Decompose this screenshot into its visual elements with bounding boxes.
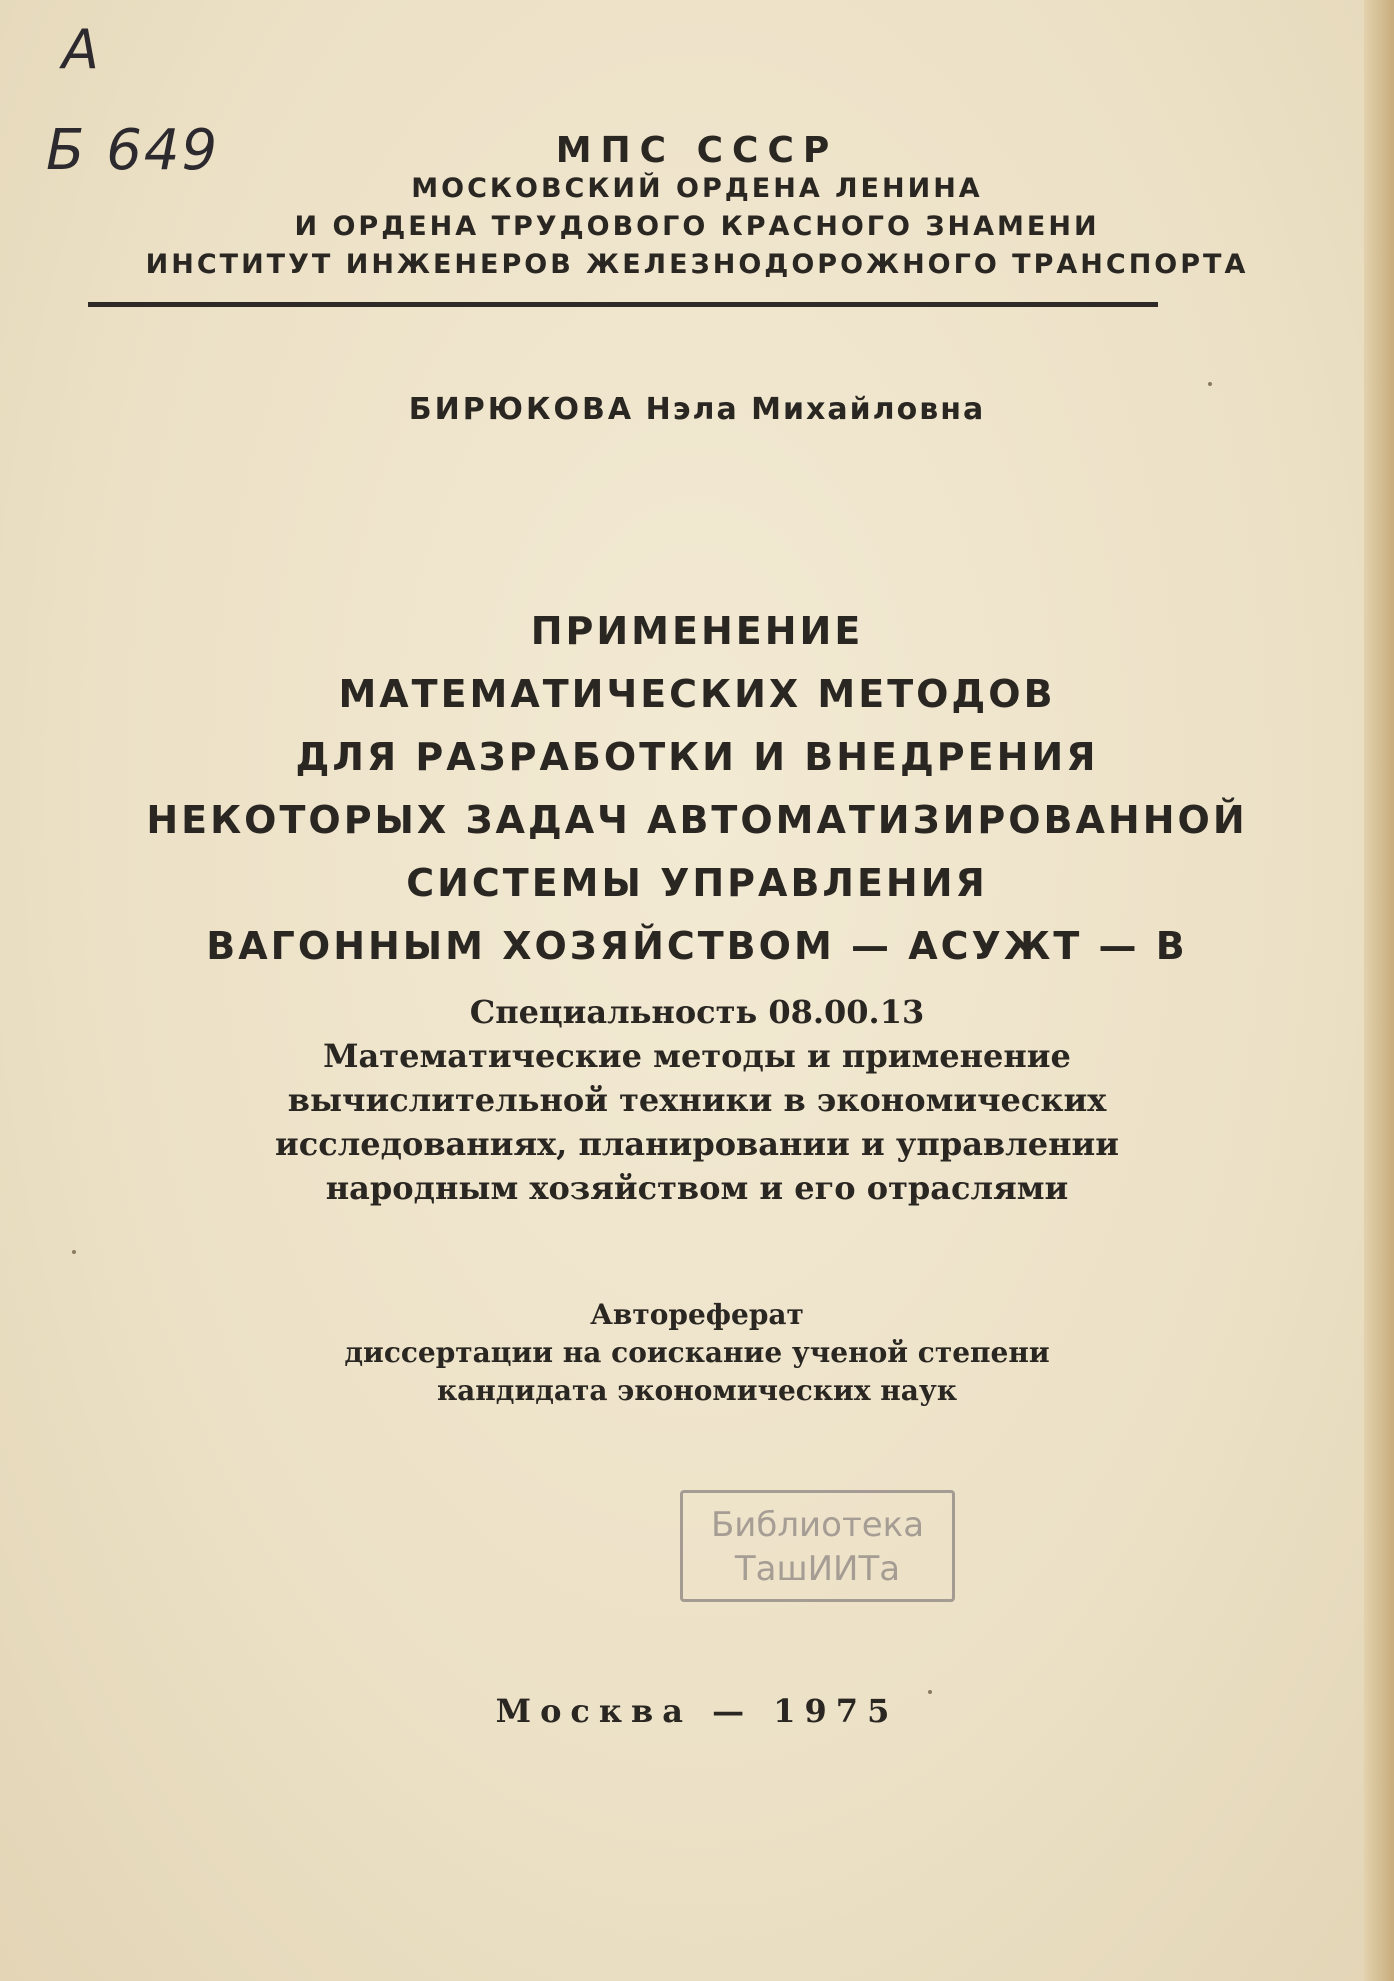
specialty-line: Специальность 08.00.13	[469, 993, 925, 1031]
abstract-line: диссертации на соискание ученой степени	[344, 1336, 1050, 1369]
dissertation-title	[0, 600, 1394, 978]
specialty-line: вычислительной техники в экономических	[287, 1081, 1107, 1119]
specialty-line: исследованиях, планировании и управлении	[275, 1125, 1119, 1163]
stamp-line: ТашИИТа	[734, 1549, 901, 1589]
institution-header	[0, 132, 1394, 284]
paper-speck	[1208, 382, 1212, 386]
imprint-city-year: Москва — 1975	[495, 1692, 899, 1730]
title-line: ПРИМЕНЕНИЕ	[530, 609, 864, 653]
paper-speck	[72, 1250, 76, 1254]
handwritten-letter: А	[62, 18, 99, 81]
abstract-note	[0, 1296, 1394, 1410]
author-given-names: Нэла Михайловна	[645, 392, 986, 427]
specialty-line: Математические методы и применение	[323, 1037, 1071, 1075]
specialty-block	[0, 990, 1394, 1210]
library-stamp	[680, 1490, 955, 1602]
title-line: ВАГОННЫМ ХОЗЯЙСТВОМ — АСУЖТ — В	[206, 924, 1188, 968]
header-line: МОСКОВСКИЙ ОРДЕНА ЛЕНИНА	[411, 173, 983, 204]
title-line: ДЛЯ РАЗРАБОТКИ И ВНЕДРЕНИЯ	[295, 735, 1099, 779]
header-line: ИНСТИТУТ ИНЖЕНЕРОВ ЖЕЛЕЗНОДОРОЖНОГО ТРАНСПОРТА	[145, 249, 1249, 280]
title-line: МАТЕМАТИЧЕСКИХ МЕТОДОВ	[338, 672, 1056, 716]
stamp-line: Библиотека	[710, 1505, 925, 1545]
author-name	[0, 392, 1394, 427]
paper-speck	[928, 1690, 932, 1694]
title-line: НЕКОТОРЫХ ЗАДАЧ АВТОМАТИЗИРОВАННОЙ	[146, 798, 1248, 842]
abstract-line: Автореферат	[590, 1298, 804, 1331]
handwritten-shelf-mark: Б 649	[46, 118, 220, 183]
abstract-line: кандидата экономических наук	[436, 1374, 958, 1407]
title-line: СИСТЕМЫ УПРАВЛЕНИЯ	[406, 861, 988, 905]
header-line: И ОРДЕНА ТРУДОВОГО КРАСНОГО ЗНАМЕНИ	[294, 211, 1100, 242]
header-divider	[88, 302, 1158, 307]
author-surname: БИРЮКОВА	[408, 392, 635, 427]
header-line: МПС СССР	[555, 130, 839, 171]
specialty-line: народным хозяйством и его отраслями	[325, 1169, 1069, 1207]
